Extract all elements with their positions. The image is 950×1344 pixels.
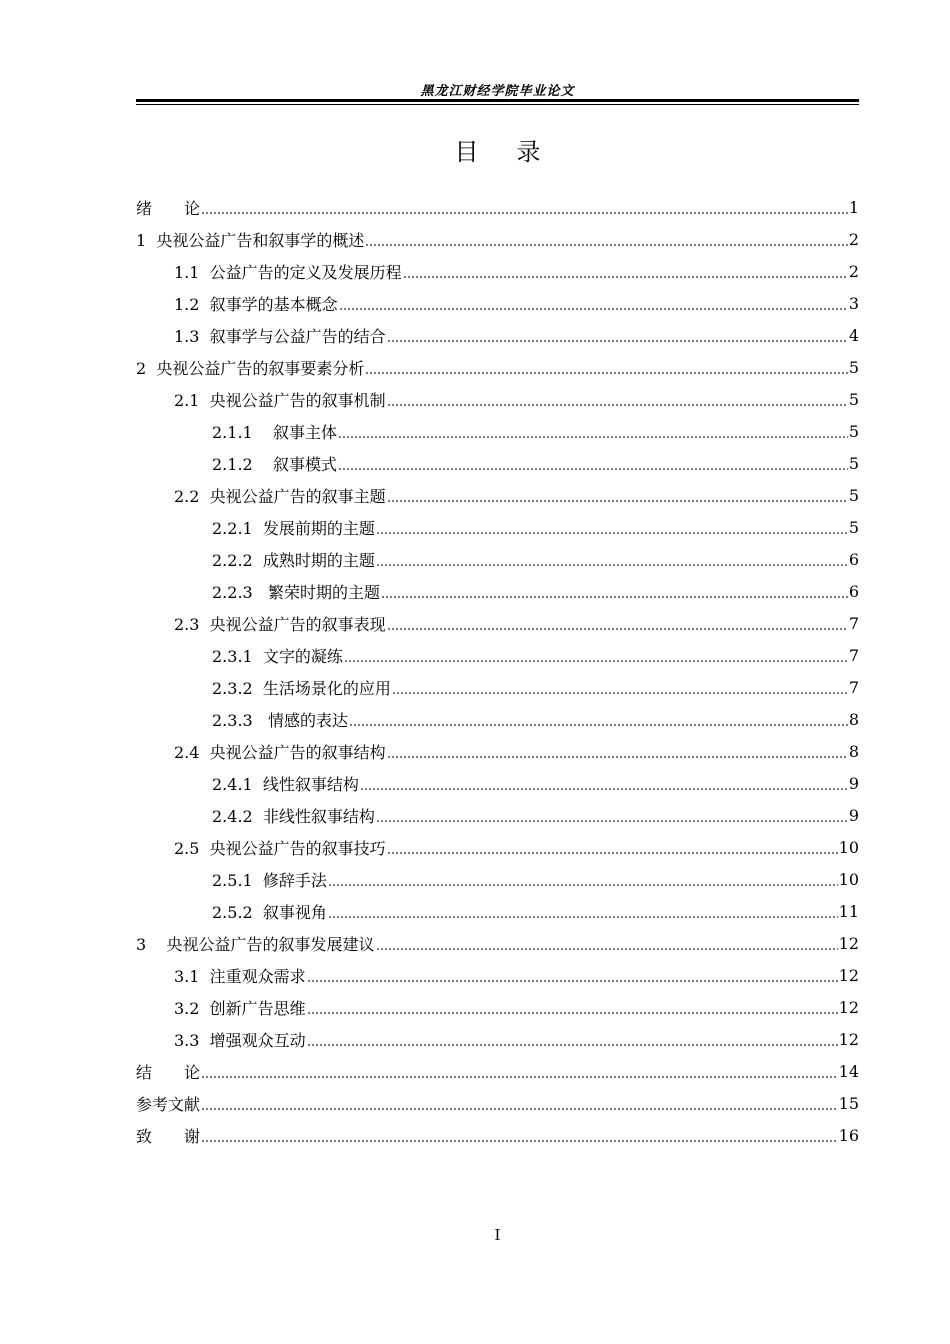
- toc-entry-label: 2.3.3 情感的表达: [212, 710, 348, 730]
- toc-entry-label: 1 央视公益广告和叙事学的概述: [136, 230, 365, 250]
- dot-leader: [376, 948, 838, 950]
- toc-entry[interactable]: [136, 575, 859, 607]
- toc-entry-label: 2.1.2 叙事模式: [212, 454, 338, 474]
- dot-leader: [376, 532, 848, 534]
- toc-entry-label: 2.2.3 繁荣时期的主题: [212, 582, 380, 602]
- toc-entry-page: 3: [848, 293, 859, 313]
- toc-entry-label: 2.3 央视公益广告的叙事表现: [174, 614, 386, 634]
- dot-leader: [328, 884, 838, 886]
- toc-entry-label: 2.2 央视公益广告的叙事主题: [174, 486, 386, 506]
- dot-leader: [201, 1140, 838, 1142]
- toc-entry-page: 8: [848, 741, 859, 761]
- toc-entry-label: 1.2 叙事学的基本概念: [174, 294, 338, 314]
- dot-leader: [387, 628, 848, 630]
- dot-leader: [339, 308, 848, 310]
- toc-entry[interactable]: [136, 383, 859, 415]
- toc-entry[interactable]: [136, 1023, 859, 1055]
- toc-entry-page: 7: [848, 613, 859, 633]
- toc-entry[interactable]: [136, 991, 859, 1023]
- dot-leader: [201, 212, 848, 214]
- dot-leader: [365, 372, 847, 374]
- toc-entry-label: 致 谢: [136, 1126, 201, 1146]
- dot-leader: [328, 916, 838, 918]
- dot-leader: [201, 1108, 838, 1110]
- running-header: 黑龙江财经学院毕业论文: [420, 84, 575, 99]
- toc-entry[interactable]: [136, 255, 859, 287]
- toc-entry-label: 2.4 央视公益广告的叙事结构: [174, 742, 386, 762]
- dot-leader: [338, 468, 848, 470]
- toc-entry[interactable]: [136, 703, 859, 735]
- toc-entry-page: 5: [848, 357, 859, 377]
- toc-entry-label: 2.5.1 修辞手法: [212, 870, 327, 890]
- toc-entry-page: 4: [848, 325, 859, 345]
- toc-entry-label: 3.1 注重观众需求: [174, 966, 306, 986]
- toc-entry[interactable]: [136, 543, 859, 575]
- toc-entry-label: 1.1 公益广告的定义及发展历程: [174, 262, 402, 282]
- dot-leader: [360, 788, 848, 790]
- toc-entry-label: 2.4.2 非线性叙事结构: [212, 806, 375, 826]
- toc-entry-page: 9: [848, 773, 859, 793]
- toc-entry-page: 15: [838, 1093, 859, 1113]
- dot-leader: [376, 820, 848, 822]
- toc-entry-label: 2.5.2 叙事视角: [212, 902, 327, 922]
- dot-leader: [338, 436, 848, 438]
- dot-leader: [387, 500, 848, 502]
- table-of-contents: [136, 191, 859, 1151]
- toc-entry-page: 8: [848, 709, 859, 729]
- toc-entry-page: 9: [848, 805, 859, 825]
- toc-entry[interactable]: [136, 799, 859, 831]
- dot-leader: [387, 852, 838, 854]
- toc-entry[interactable]: [136, 351, 859, 383]
- dot-leader: [365, 244, 847, 246]
- toc-entry-page: 5: [848, 421, 859, 441]
- toc-entry[interactable]: [136, 607, 859, 639]
- toc-entry-label: 2.3.1 文字的凝练: [212, 646, 343, 666]
- toc-entry[interactable]: [136, 767, 859, 799]
- toc-entry-page: 11: [838, 901, 859, 921]
- toc-entry[interactable]: [136, 927, 859, 959]
- toc-entry-label: 2.4.1 线性叙事结构: [212, 774, 359, 794]
- toc-entry-page: 7: [848, 677, 859, 697]
- dot-leader: [201, 1076, 838, 1078]
- toc-entry-label: 2.3.2 生活场景化的应用: [212, 678, 391, 698]
- page-number: I: [494, 1226, 501, 1244]
- toc-entry[interactable]: [136, 671, 859, 703]
- toc-entry-page: 6: [848, 581, 859, 601]
- toc-entry-page: 2: [848, 261, 859, 281]
- toc-entry-label: 3.3 增强观众互动: [174, 1030, 306, 1050]
- toc-entry-label: 3.2 创新广告思维: [174, 998, 306, 1018]
- toc-entry-page: 14: [838, 1061, 859, 1081]
- dot-leader: [387, 404, 848, 406]
- toc-entry[interactable]: [136, 511, 859, 543]
- dot-leader: [376, 564, 848, 566]
- toc-entry-page: 12: [838, 997, 859, 1017]
- header-rule-thin: [136, 104, 859, 105]
- toc-entry-page: 12: [838, 965, 859, 985]
- toc-entry-page: 10: [838, 869, 859, 889]
- toc-entry-label: 参考文献: [136, 1094, 201, 1114]
- dot-leader: [307, 1012, 838, 1014]
- toc-entry[interactable]: [136, 447, 859, 479]
- dot-leader: [349, 724, 848, 726]
- toc-entry[interactable]: [136, 639, 859, 671]
- toc-entry-label: 2.2.2 成熟时期的主题: [212, 550, 375, 570]
- toc-entry[interactable]: [136, 959, 859, 991]
- toc-entry[interactable]: [136, 479, 859, 511]
- dot-leader: [392, 692, 848, 694]
- toc-entry-page: 5: [848, 485, 859, 505]
- dot-leader: [344, 660, 848, 662]
- toc-entry-label: 2.5 央视公益广告的叙事技巧: [174, 838, 386, 858]
- toc-entry-label: 3 央视公益广告的叙事发展建议: [136, 934, 375, 954]
- dot-leader: [307, 980, 838, 982]
- toc-entry-label: 2.2.1 发展前期的主题: [212, 518, 375, 538]
- toc-entry[interactable]: [136, 735, 859, 767]
- toc-entry[interactable]: [136, 319, 859, 351]
- toc-entry-label: 2.1.1 叙事主体: [212, 422, 338, 442]
- toc-entry-page: 16: [838, 1125, 859, 1145]
- dot-leader: [381, 596, 848, 598]
- toc-entry-page: 10: [838, 837, 859, 857]
- toc-entry[interactable]: [136, 287, 859, 319]
- toc-entry-page: 2: [848, 229, 859, 249]
- toc-entry-page: 5: [848, 517, 859, 537]
- dot-leader: [387, 340, 848, 342]
- toc-entry-page: 6: [848, 549, 859, 569]
- toc-entry-page: 1: [848, 197, 859, 217]
- toc-entry[interactable]: [136, 895, 859, 927]
- toc-entry[interactable]: [136, 1087, 859, 1119]
- toc-entry-label: 2.1 央视公益广告的叙事机制: [174, 390, 386, 410]
- dot-leader: [307, 1044, 838, 1046]
- header-rule-thick: [136, 99, 859, 102]
- toc-entry-label: 1.3 叙事学与公益广告的结合: [174, 326, 386, 346]
- toc-entry[interactable]: [136, 1055, 859, 1087]
- dot-leader: [387, 756, 848, 758]
- toc-entry[interactable]: [136, 831, 859, 863]
- toc-entry[interactable]: [136, 863, 859, 895]
- toc-entry[interactable]: [136, 415, 859, 447]
- toc-entry-page: 5: [848, 453, 859, 473]
- toc-entry[interactable]: [136, 1119, 859, 1151]
- toc-entry-label: 结 论: [136, 1062, 201, 1082]
- toc-entry-page: 5: [848, 389, 859, 409]
- page-title: 目录: [454, 138, 579, 166]
- toc-entry-label: 绪 论: [136, 198, 201, 218]
- toc-entry-label: 2 央视公益广告的叙事要素分析: [136, 358, 365, 378]
- toc-entry-page: 12: [838, 1029, 859, 1049]
- dot-leader: [403, 276, 848, 278]
- toc-entry[interactable]: [136, 191, 859, 223]
- toc-entry[interactable]: [136, 223, 859, 255]
- toc-entry-page: 12: [838, 933, 859, 953]
- toc-entry-page: 7: [848, 645, 859, 665]
